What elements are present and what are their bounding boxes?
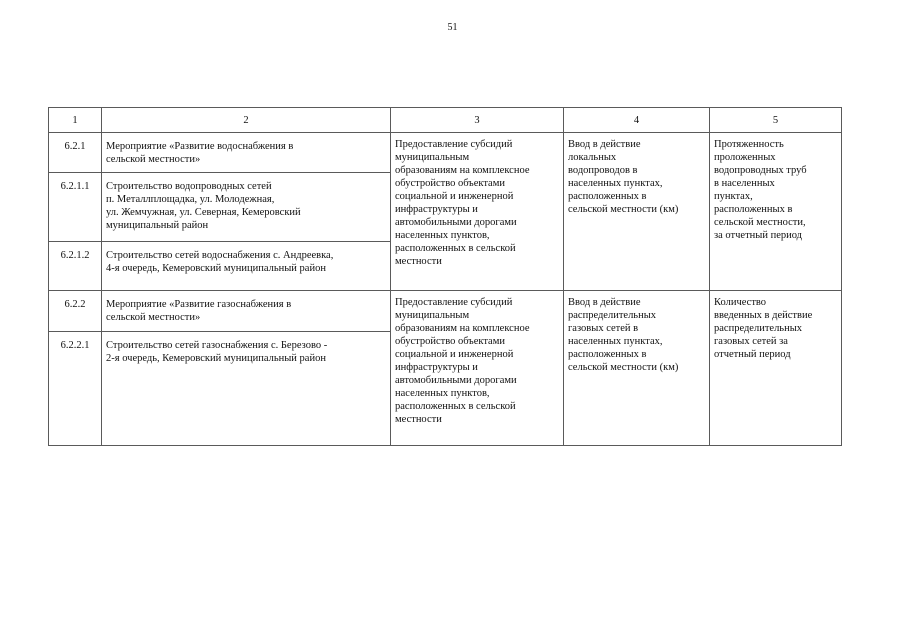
table-header-row	[49, 108, 842, 133]
row-code: 6.2.1.2	[49, 242, 102, 291]
header-cell-3: 3	[391, 108, 564, 133]
table-row	[49, 291, 842, 332]
row-name: Строительство сетей водоснабжения с. Андреевка, 4-я очередь, Кемеровский муниципальный район	[102, 242, 391, 291]
group-indicator-description: Ввод в действие распределительных газовых сетей в населенных пунктах, расположенных в сельской местности (км)	[564, 291, 710, 446]
row-code: 6.2.2.1	[49, 332, 102, 446]
header-cell-5: 5	[710, 108, 842, 133]
row-name: Строительство водопроводных сетей п. Металлплощадка, ул. Молодежная, ул. Жемчужная, ул. Северная, Кемеровский муниципальный район	[102, 173, 391, 242]
group-support-description: Предоставление субсидий муниципальным образованиям на комплексное обустройство объектами социальной и инженерной инфраструктуры и автомобильными дорогами населенных пунктов, расположенных в сельской местности	[391, 133, 564, 291]
group-indicator-description: Ввод в действие локальных водопроводов в населенных пунктах, расположенных в сельской местности (км)	[564, 133, 710, 291]
row-name: Мероприятие «Развитие газоснабжения в сельской местности»	[102, 291, 391, 332]
row-name: Мероприятие «Развитие водоснабжения в сельской местности»	[102, 133, 391, 173]
row-code: 6.2.1	[49, 133, 102, 173]
row-name: Строительство сетей газоснабжения с. Березово - 2-я очередь, Кемеровский муниципальный район	[102, 332, 391, 446]
row-code: 6.2.1.1	[49, 173, 102, 242]
page-number: 51	[447, 22, 458, 33]
header-cell-2: 2	[102, 108, 391, 133]
group-support-description: Предоставление субсидий муниципальным образованиям на комплексное обустройство объектами социальной и инженерной инфраструктуры и автомобильными дорогами населенных пунктов, расположенных в сельской местности	[391, 291, 564, 446]
table-row	[49, 133, 842, 173]
row-code: 6.2.2	[49, 291, 102, 332]
measures-table	[48, 107, 842, 446]
group-result-description: Количество введенных в действие распределительных газовых сетей за отчетный период	[710, 291, 842, 446]
header-cell-1: 1	[49, 108, 102, 133]
header-cell-4: 4	[564, 108, 710, 133]
group-result-description: Протяженность проложенных водопроводных труб в населенных пунктах, расположенных в сельской местности, за отчетный период	[710, 133, 842, 291]
